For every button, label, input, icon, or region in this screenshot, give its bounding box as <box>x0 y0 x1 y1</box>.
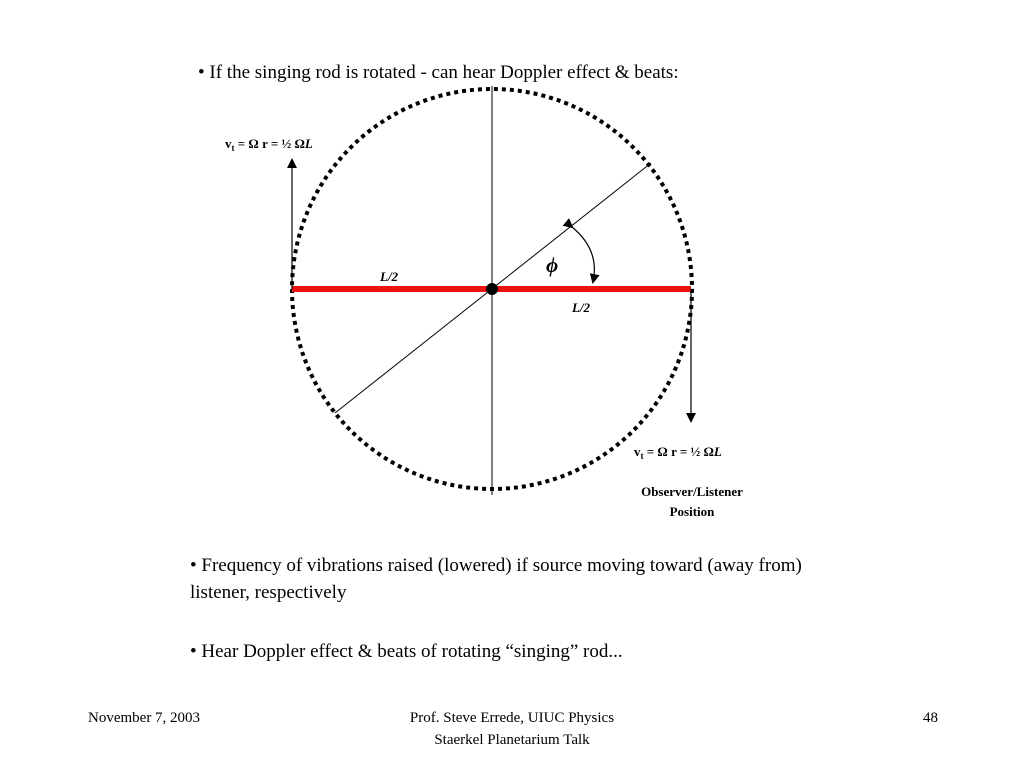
footer-author <box>312 707 712 751</box>
observer-label-line2: Position <box>669 504 715 519</box>
left-half-label: L/2 <box>380 269 399 284</box>
right-half-label: L/2 <box>572 300 591 315</box>
footer-date: November 7, 2003 <box>88 710 201 726</box>
observer-label-line1: Observer/Listener <box>641 484 743 499</box>
phi-label: ϕ <box>546 253 559 277</box>
angle-arc <box>572 227 594 282</box>
velocity-label-lower: $v_t = \Omega$ r = ½ ΩL <box>634 444 722 461</box>
bullet-hear-doppler: • Hear Doppler effect & beats of rotating “singing” rod... <box>190 641 623 662</box>
footer-author-line: Prof. Steve Errede, UIUC Physics <box>409 710 615 726</box>
footer-event-line: Staerkel Planetarium Talk <box>434 732 590 748</box>
bullet-rotated-rod: • If the singing rod is rotated - can hear Doppler effect & beats: <box>198 62 679 83</box>
pivot-dot <box>486 283 498 295</box>
footer-page-number: 48 <box>923 710 938 726</box>
bullet-frequency: • Frequency of vibrations raised (lowered) if source moving toward (away from) listener, respectively <box>190 555 802 603</box>
velocity-label-upper: $v_t = \Omega$ r = ½ ΩL <box>225 136 313 153</box>
